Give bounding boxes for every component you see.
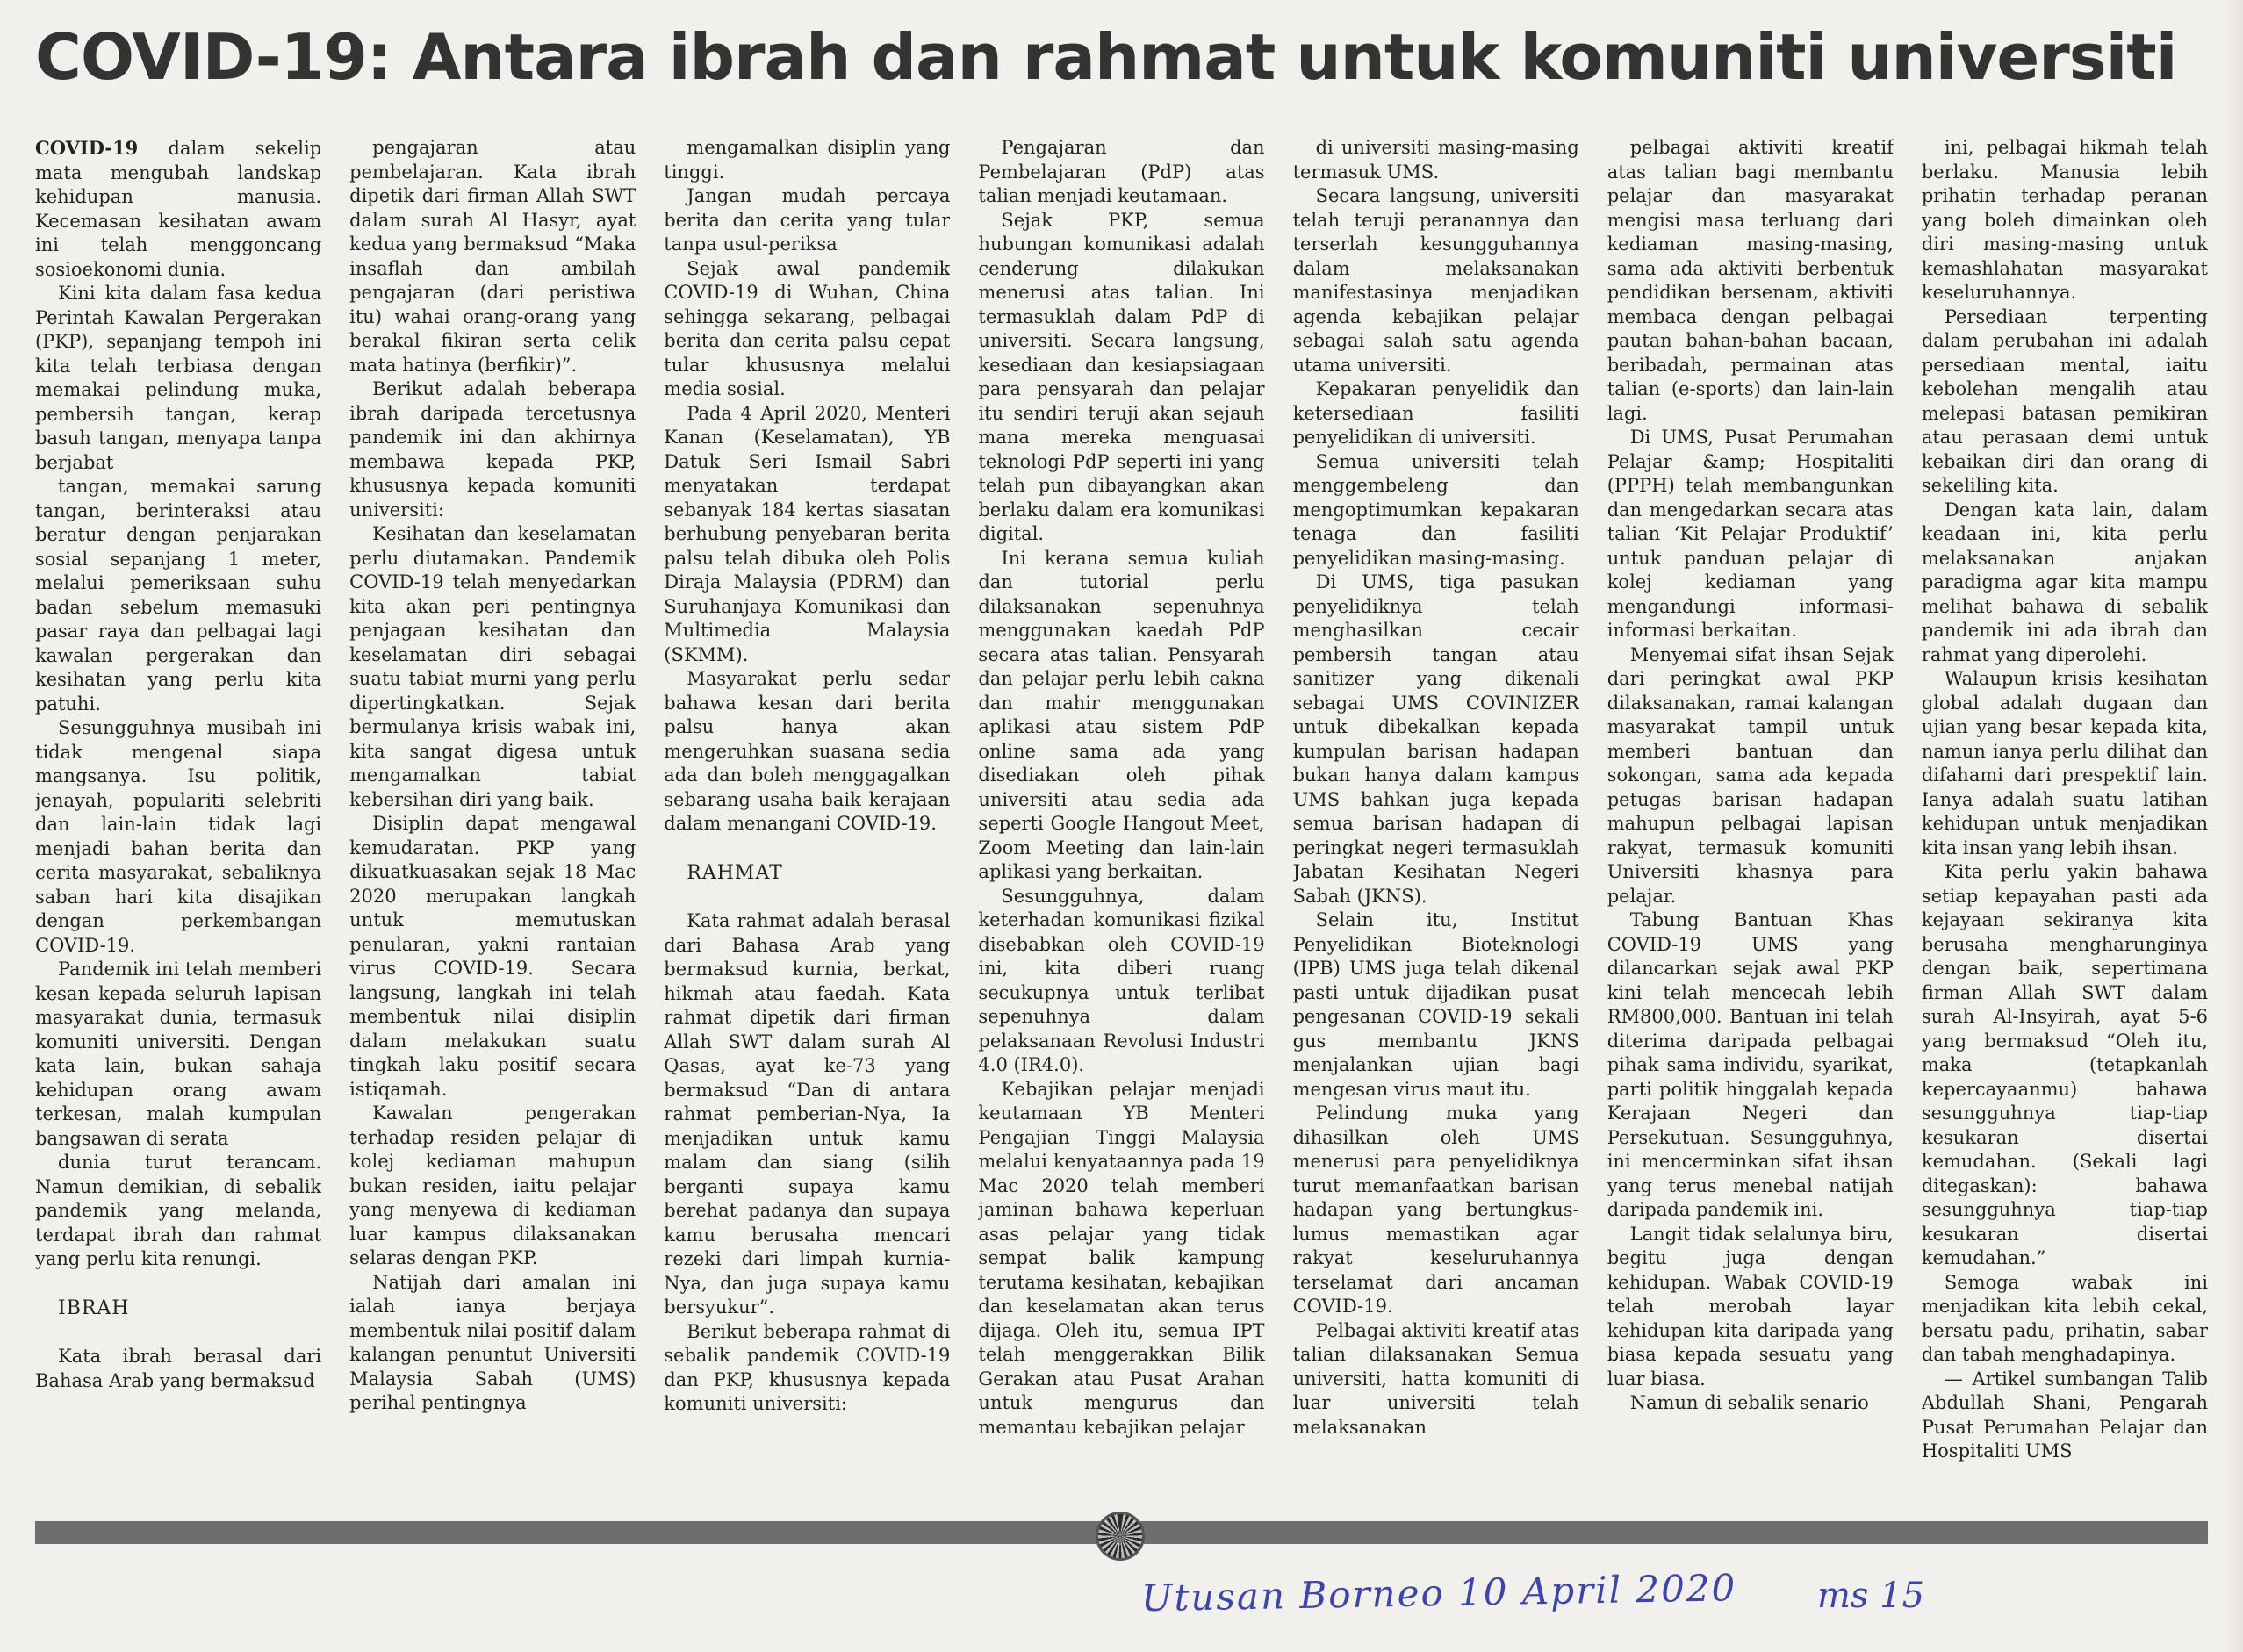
paragraph: Kawalan pengerakan terhadap residen pelajar di kolej kediaman mahupun bukan residen, iaitu pelajar yang menyewa di kediaman luar kampus dilaksanakan selaras dengan PKP. bbox=[349, 1103, 636, 1268]
paragraph: tangan, memakai sarung tangan, berinteraksi atau beratur dengan penjarakan sosial sepanjang 1 meter, melalui pemeriksaan suhu badan sebelum memasuki pasar raya dan pelbagai lagi kawalan pergerakan dan kesihatan yang perlu kita patuhi. bbox=[35, 476, 322, 715]
article-column-4 bbox=[978, 136, 1264, 1479]
lead-paragraph bbox=[35, 136, 321, 282]
paragraph: Walaupun krisis kesihatan global adalah dugaan dan ujian yang besar kepada kita, namun ianya perlu dilihat dan difahami dari prespektif lain. Ianya adalah suatu latihan kehidupan untuk menjadikan kita insan yang lebih ihsan. bbox=[1921, 668, 2208, 858]
section-heading: IBRAH bbox=[58, 1296, 130, 1319]
paragraph: Natijah dari amalan ini ialah ianya berjaya membentuk nilai positif dalam kalangan penuntut Universiti Malaysia Sabah (UMS) perihal pentingnya bbox=[349, 1271, 636, 1413]
paragraph: pelbagai aktiviti kreatif atas talian bagi membantu pelajar dan masyarakat mengisi masa terluang dari kediaman masing-masing, sama ada aktiviti berbentuk pendidikan bersenam, aktiviti membaca dengan pelbagai pautan bahan-bahan bacaan, beribadah, permainan atas talian (e-sports) dan lain-lain lagi. bbox=[1607, 137, 1894, 424]
paragraph: Jangan mudah percaya berita dan cerita yang tular tanpa usul-periksa bbox=[664, 185, 951, 255]
section-heading: RAHMAT bbox=[687, 861, 783, 884]
lead-text: dalam sekelip mata mengubah landskap kehidupan manusia. Kecemasan kesihatan awam ini telah menggoncang sosioekonomi dunia. bbox=[35, 138, 322, 280]
paragraph: Di UMS, tiga pasukan penyelidiknya telah menghasilkan cecair pembersih tangan atau sanitizer yang dikenali sebagai UMS COVINIZER untuk dibekalkan kepada kumpulan barisan hadapan bukan hanya dalam kampus UMS bahkan juga kepada semua barisan hadapan di peringkat negeri termasuklah Jabatan Kesihatan Negeri Sabah (JKNS). bbox=[1292, 571, 1579, 907]
paragraph: Kata ibrah berasal dari Bahasa Arab yang bermaksud bbox=[35, 1346, 322, 1391]
paragraph: Berikut beberapa rahmat di sebalik pandemik COVID-19 dan PKP, khususnya kepada komuniti universiti: bbox=[664, 1320, 951, 1414]
lead-word: COVID-19 bbox=[35, 137, 139, 159]
paragraph: Kebajikan pelajar menjadi keutamaan YB Menteri Pengajian Tinggi Malaysia melalui kenyataannya pada 19 Mac 2020 telah memberi jaminan bahawa keperluan asas pelajar yang tidak sempat balik kampung terutama kesihatan, kebajikan dan keselamatan akan terus dijaga. Oleh itu, semua IPT telah menggerakkan Bilik Gerakan atau Pusat Arahan untuk mengurus dan memantau kebajikan pelajar bbox=[978, 1078, 1265, 1438]
paragraph: Pelindung muka yang dihasilkan oleh UMS menerusi para penyelidiknya turut memanfaatkan barisan hadapan yang bertungkus-lumus memastikan agar rakyat keseluruhannya terselamat dari ancaman COVID-19. bbox=[1292, 1103, 1579, 1317]
paragraph: Persediaan terpenting dalam perubahan ini adalah persediaan mental, iaitu kebolehan mengalih atau melepasi batasan pemikiran atau perasaan demi untuk kebaikan diri dan orang di sekeliling kita. bbox=[1921, 305, 2208, 496]
paragraph: Pada 4 April 2020, Menteri Kanan (Keselamatan), YB Datuk Seri Ismail Sabri menyatakan terdapat sebanyak 184 kertas siasatan berhubung penyebaran berita palsu telah dibuka oleh Polis Diraja Malaysia (PDRM) dan Suruhanjaya Komunikasi dan Multimedia Malaysia (SKMM). bbox=[664, 402, 951, 665]
paragraph: Sesungguhnya, dalam keterhadan komunikasi fizikal disebabkan oleh COVID-19 ini, kita diberi ruang secukupnya untuk terlibat sepenuhnya dalam pelaksanaan Revolusi Industri 4.0 (IR4.0). bbox=[978, 885, 1265, 1075]
page-title: COVID-19: Antara ibrah dan rahmat untuk komuniti universiti bbox=[35, 20, 2177, 94]
paragraph: Ini kerana semua kuliah dan tutorial perlu dilaksanakan sepenuhnya menggunakan kaedah PdP secara atas talian. Pensyarah dan pelajar perlu lebih cakna dan mahir menggunakan aplikasi atau sistem PdP online sama ada yang disediakan oleh pihak universiti atau sedia ada seperti Google Hangout Meet, Zoom Meeting dan lain-lain aplikasi yang berkaitan. bbox=[978, 547, 1265, 882]
paragraph: — Artikel sumbangan Talib Abdullah Shani, Pengarah Pusat Perumahan Pelajar dan Hospitaliti UMS bbox=[1921, 1368, 2208, 1462]
handwritten-source-note: Utusan Borneo 10 April 2020 bbox=[1140, 1566, 1737, 1620]
paragraph: dunia turut terancam. Namun demikian, di sebalik pandemik yang melanda, terdapat ibrah dan rahmat yang perlu kita renungi. bbox=[35, 1152, 322, 1269]
paragraph: Semua universiti telah menggembeleng dan mengoptimumkan kepakaran tenaga dan fasiliti penyelidikan masing-masing. bbox=[1292, 450, 1579, 569]
paragraph: Kepakaran penyelidik dan ketersediaan fasiliti penyelidikan di universiti. bbox=[1292, 378, 1579, 448]
paragraph: di universiti masing-masing termasuk UMS. bbox=[1292, 137, 1579, 183]
article-column-6 bbox=[1607, 136, 1894, 1479]
paragraph: Pengajaran dan Pembelajaran (PdP) atas talian menjadi keutamaan. bbox=[978, 137, 1265, 206]
paragraph: Dengan kata lain, dalam keadaan ini, kita perlu melaksanakan anjakan paradigma agar kita mampu melihat bahawa di sebalik pandemik ini ada ibrah dan rahmat yang diperolehi. bbox=[1921, 499, 2208, 665]
article-column-5 bbox=[1293, 136, 1579, 1479]
paragraph: Berikut adalah beberapa ibrah daripada tercetusnya pandemik ini dan akhirnya membawa kepada PKP, khususnya kepada komuniti universiti: bbox=[349, 378, 636, 521]
paragraph: Sesungguhnya musibah ini tidak mengenal siapa mangsanya. Isu politik, jenayah, populariti selebriti dan lain-lain tidak lagi menjadi bahan berita dan cerita masyarakat, sebaliknya saban hari kita disajikan dengan perkembangan COVID-19. bbox=[35, 717, 322, 956]
paragraph: Di UMS, Pusat Perumahan Pelajar &amp; Hospitaliti (PPPH) telah membangunkan dan mengedarkan secara atas talian ‘Kit Pelajar Produktif’ untuk panduan pelajar di kolej kediaman yang mengandungi informasi-informasi berkaitan. bbox=[1607, 427, 1894, 641]
paragraph: pengajaran atau pembelajaran. Kata ibrah dipetik dari firman Allah SWT dalam surah Al Hasyr, ayat kedua yang bermaksud “Maka insaflah dan ambilah pengajaran (dari peristiwa itu) wahai orang-orang yang berakal fikiran serta celik mata hatinya (berfikir)”. bbox=[349, 137, 636, 376]
paragraph: Selain itu, Institut Penyelidikan Bioteknologi (IPB) UMS juga telah dikenal pasti untuk dijadikan pusat pengesanan COVID-19 sekali gus membantu JKNS menjalankan ujian bagi mengesan virus maut itu. bbox=[1292, 909, 1579, 1100]
article-column-2 bbox=[349, 136, 636, 1479]
paragraph: Sejak PKP, semua hubungan komunikasi adalah cenderung dilakukan menerusi atas talian. Ini termasuklah dalam PdP di universiti. Secara langsung, kesediaan dan kesiapsiagaan para pensyarah dan pelajar itu sendiri teruji akan sejauh mana mereka menguasai teknologi PdP seperti ini yang telah pun dibayangkan akan berlaku dalam era komunikasi digital. bbox=[978, 209, 1265, 544]
paragraph: Tabung Bantuan Khas COVID-19 UMS yang dilancarkan sejak awal PKP kini telah mencecah lebih RM800,000. Bantuan ini telah diterima daripada pelbagai pihak sama individu, syarikat, parti politik hinggalah kepada Kerajaan Negeri dan Persekutuan. Sesungguhnya, ini mencerminkan sifat ihsan yang terus menebal natijah daripada pandemik ini. bbox=[1607, 909, 1894, 1220]
paragraph: mengamalkan disiplin yang tinggi. bbox=[664, 137, 951, 183]
paragraph: Pelbagai aktiviti kreatif atas talian dilaksanakan Semua universiti, hatta komuniti di luar universiti telah melaksanakan bbox=[1292, 1319, 1579, 1438]
article-column-3 bbox=[664, 136, 950, 1479]
paragraph: Kesihatan dan keselamatan perlu diutamakan. Pandemik COVID-19 telah menyedarkan kita akan peri pentingnya penjagaan kesihatan dan keselamatan diri sebagai suatu tabiat murni yang perlu dipertingkatkan. Sejak bermulanya krisis wabak ini, kita sangat digesa untuk mengamalkan tabiat kebersihan diri yang baik. bbox=[349, 523, 636, 810]
paragraph: Kini kita dalam fasa kedua Perintah Kawalan Pergerakan (PKP), sepanjang tempoh ini kita telah terbiasa dengan memakai pelindung muka, pembersih tangan, kerap basuh tangan, menyapa tanpa berjabat bbox=[35, 283, 322, 473]
paragraph: Semoga wabak ini menjadikan kita lebih cekal, bersatu padu, prihatin, sabar dan tabah menghadapinya. bbox=[1921, 1271, 2208, 1365]
paragraph: Secara langsung, universiti telah teruji peranannya dan terserlah kesungguhannya dalam melaksanakan manifestasinya menjadikan agenda kebajikan pelajar sebagai salah satu agenda utama universiti. bbox=[1292, 185, 1579, 376]
paragraph: Sejak awal pandemik COVID-19 di Wuhan, China sehingga sekarang, pelbagai berita dan cerita palsu cepat tular khususnya melalui media sosial. bbox=[664, 257, 951, 399]
paragraph: Langit tidak selalunya biru, begitu juga dengan kehidupan. Wabak COVID-19 telah merobah layar kehidupan kita daripada yang biasa kepada sesuatu yang luar biasa. bbox=[1607, 1223, 1894, 1390]
article-body bbox=[35, 136, 2208, 1479]
page-edge-shadow bbox=[2225, 0, 2243, 1652]
paragraph: Disiplin dapat mengawal kemudaratan. PKP yang dikuatkuasakan sejak 18 Mac 2020 merupakan langkah untuk memutuskan penularan, yakni rantaian virus COVID-19. Secara langsung, langkah ini telah membentuk nilai disiplin dalam melakukan suatu tingkah laku positif secara istiqamah. bbox=[349, 813, 636, 1100]
paragraph: Menyemai sifat ihsan Sejak dari peringkat awal PKP dilaksanakan, ramai kalangan masyarakat tampil untuk memberi bantuan dan sokongan, sama ada kepada petugas barisan hadapan mahupun pelbagai lapisan rakyat, termasuk komuniti Universiti khasnya para pelajar. bbox=[1607, 643, 1894, 907]
paragraph: Kita perlu yakin bahawa setiap kepayahan pasti ada kejayaan sekiranya kita berusaha mengharunginya dengan baik, sepertimana firman Allah SWT dalam surah Al-Insyirah, ayat 5-6 yang bermaksud “Oleh itu, maka (tetapkanlah kepercayaanmu) bahawa sesungguhnya tiap-tiap kesukaran disertai kemudahan. (Sekali lagi ditegaskan): bahawa sesungguhnya tiap-tiap kesukaran disertai kemudahan.” bbox=[1921, 861, 2208, 1268]
article-column-7 bbox=[1922, 136, 2208, 1479]
article-column-1 bbox=[35, 136, 321, 1479]
paragraph: Masyarakat perlu sedar bahawa kesan dari berita palsu hanya akan mengeruhkan suasana sedia ada dan boleh menggagalkan sebarang usaha baik kerajaan dalam menangani COVID-19. bbox=[664, 668, 951, 834]
paragraph: Pandemik ini telah memberi kesan kepada seluruh lapisan masyarakat dunia, termasuk komuniti universiti. Dengan kata lain, bukan sahaja kehidupan orang awam terkesan, malah kumpulan bangsawan di serata bbox=[35, 959, 322, 1149]
paragraph: ini, pelbagai hikmah telah berlaku. Manusia lebih prihatin terhadap peranan yang boleh dimainkan oleh diri masing-masing untuk kemashlahatan masyarakat keseluruhannya. bbox=[1921, 137, 2208, 303]
paragraph: Namun di sebalik senario bbox=[1629, 1392, 1869, 1413]
paragraph: Kata rahmat adalah berasal dari Bahasa Arab yang bermaksud kurnia, berkat, hikmah atau faedah. Kata rahmat dipetik dari firman Allah SWT dalam surah Al Qasas, ayat ke-73 yang bermaksud “Dan di antara rahmat pemberian-Nya, Ia menjadikan untuk kamu malam dan siang (silih berganti supaya kamu berehat padanya dan supaya kamu berusaha mencari rezeki dari limpah kurnia-Nya, dan juga supaya kamu bersyukur”. bbox=[664, 910, 951, 1318]
ornament-icon bbox=[1096, 1512, 1145, 1561]
handwritten-page-ref: ms 15 bbox=[1817, 1576, 1925, 1616]
